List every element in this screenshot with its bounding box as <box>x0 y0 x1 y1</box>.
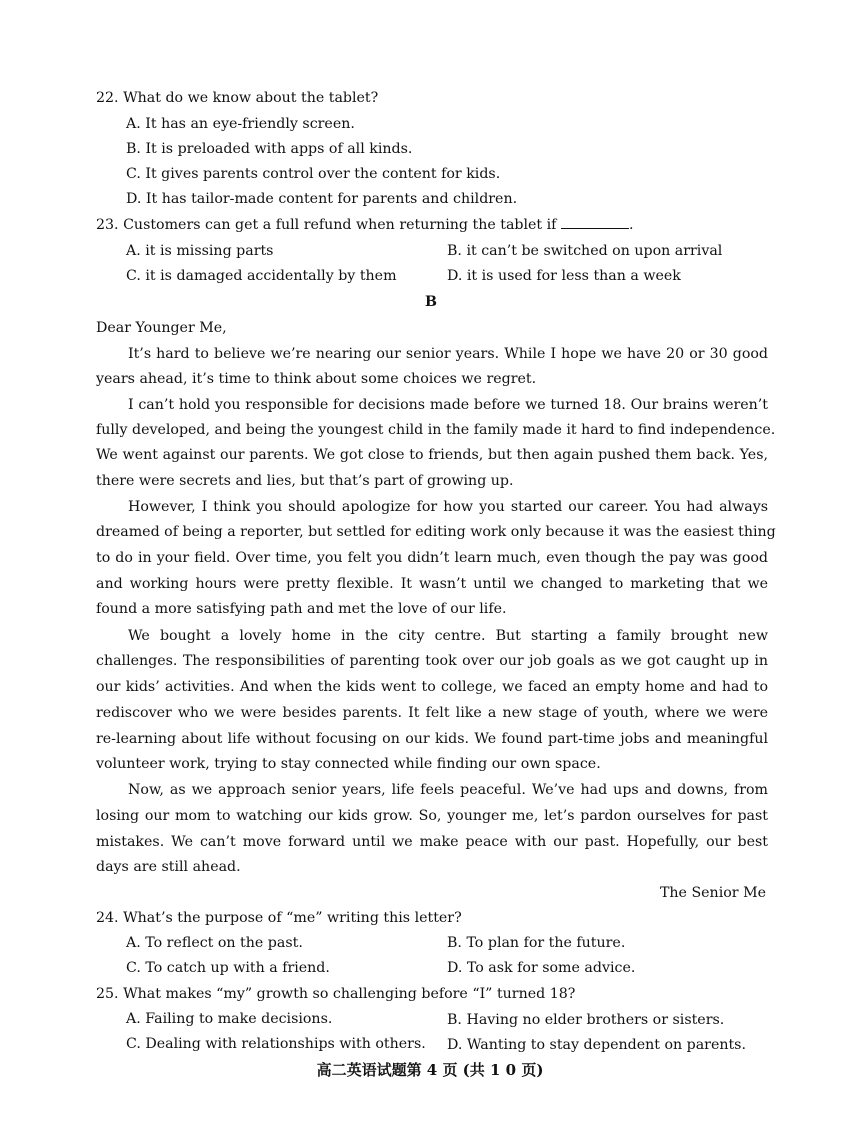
answer-blank <box>561 216 629 229</box>
q25-option-a: A. Failing to make decisions. <box>126 1011 333 1027</box>
question-25-stem: 25. What makes “my” growth so challenging before “I” turned 18? <box>96 986 576 1002</box>
paragraph-3-line: and working hours were pretty flexible. It wasn’t until we changed to marketing that we <box>96 576 768 592</box>
paragraph-4-line: volunteer work, trying to stay connected while finding our own space. <box>96 756 601 772</box>
q24-option-d: D. To ask for some advice. <box>447 960 636 976</box>
paragraph-1-line: years ahead, it’s time to think about some choices we regret. <box>96 371 537 387</box>
q23-option-d: D. it is used for less than a week <box>447 268 681 284</box>
q25-option-c: C. Dealing with relationships with others. <box>126 1036 426 1052</box>
question-23-end: . <box>628 217 634 233</box>
q22-option-c: C. It gives parents control over the content for kids. <box>126 166 501 182</box>
paragraph-4-line: rediscover who we were besides parents. It felt like a new stage of youth, where we were <box>96 705 768 721</box>
question-23-text: 23. Customers can get a full refund when returning the tablet if <box>96 217 557 233</box>
paragraph-5-line: losing our mom to watching our kids grow. So, younger me, let’s pardon ourselves for past <box>96 808 768 824</box>
paragraph-1-line: It’s hard to believe we’re nearing our senior years. While I hope we have 20 or 30 good <box>128 346 768 362</box>
q24-option-a: A. To reflect on the past. <box>126 935 303 951</box>
question-24-stem: 24. What’s the purpose of “me” writing this letter? <box>96 910 462 926</box>
q22-option-b: B. It is preloaded with apps of all kinds. <box>126 141 413 157</box>
section-label: B <box>425 294 437 310</box>
paragraph-5-line: days are still ahead. <box>96 859 241 875</box>
q25-option-d: D. Wanting to stay dependent on parents. <box>447 1037 746 1053</box>
letter-signature: The Senior Me <box>659 885 766 901</box>
paragraph-3-line: However, I think you should apologize for how you started our career. You had always <box>128 499 768 515</box>
q22-option-d: D. It has tailor-made content for parents and children. <box>126 191 518 207</box>
q23-option-a: A. it is missing parts <box>126 243 274 259</box>
paragraph-3-line: to do in your field. Over time, you felt you didn’t learn much, even though the pay was good <box>96 550 768 566</box>
q23-option-c: C. it is damaged accidentally by them <box>126 268 397 284</box>
paragraph-4-line: challenges. The responsibilities of parenting took over our job goals as we got caught up in <box>96 653 768 669</box>
paragraph-2-line: I can’t hold you responsible for decisions made before we turned 18. Our brains weren’t <box>128 397 768 413</box>
paragraph-2-line: fully developed, and being the youngest child in the family made it hard to find independence. <box>96 422 776 438</box>
question-22-stem: 22. What do we know about the tablet? <box>96 90 379 106</box>
q22-option-a: A. It has an eye-friendly screen. <box>126 116 355 132</box>
paragraph-4-line: our kids’ activities. And when the kids went to college, we faced an empty home and had to <box>96 679 768 695</box>
paragraph-4-line: re-learning about life without focusing on our kids. We found part-time jobs and meaningful <box>96 731 768 747</box>
paragraph-3-line: found a more satisfying path and met the love of our life. <box>96 601 507 617</box>
q24-option-b: B. To plan for the future. <box>447 935 626 951</box>
q25-option-b: B. Having no elder brothers or sisters. <box>447 1012 725 1028</box>
paragraph-2-line: We went against our parents. We got close to friends, but then again pushed them back. Yes, <box>96 447 768 463</box>
paragraph-5-line: Now, as we approach senior years, life feels peaceful. We’ve had ups and downs, from <box>128 782 768 798</box>
paragraph-4-line: We bought a lovely home in the city centre. But starting a family brought new <box>128 628 768 644</box>
paragraph-2-line: there were secrets and lies, but that’s part of growing up. <box>96 473 514 489</box>
letter-salutation: Dear Younger Me, <box>96 320 227 336</box>
page-footer: 高二英语试题第 4 页 (共 1 0 页) <box>316 1061 544 1079</box>
question-23-stem <box>96 216 633 234</box>
paragraph-5-line: mistakes. We can’t move forward until we make peace with our past. Hopefully, our best <box>96 834 768 850</box>
q24-option-c: C. To catch up with a friend. <box>126 960 330 976</box>
paragraph-3-line: dreamed of being a reporter, but settled for editing work only because it was the easiest thing <box>96 524 776 540</box>
q23-option-b: B. it can’t be switched on upon arrival <box>447 243 723 259</box>
